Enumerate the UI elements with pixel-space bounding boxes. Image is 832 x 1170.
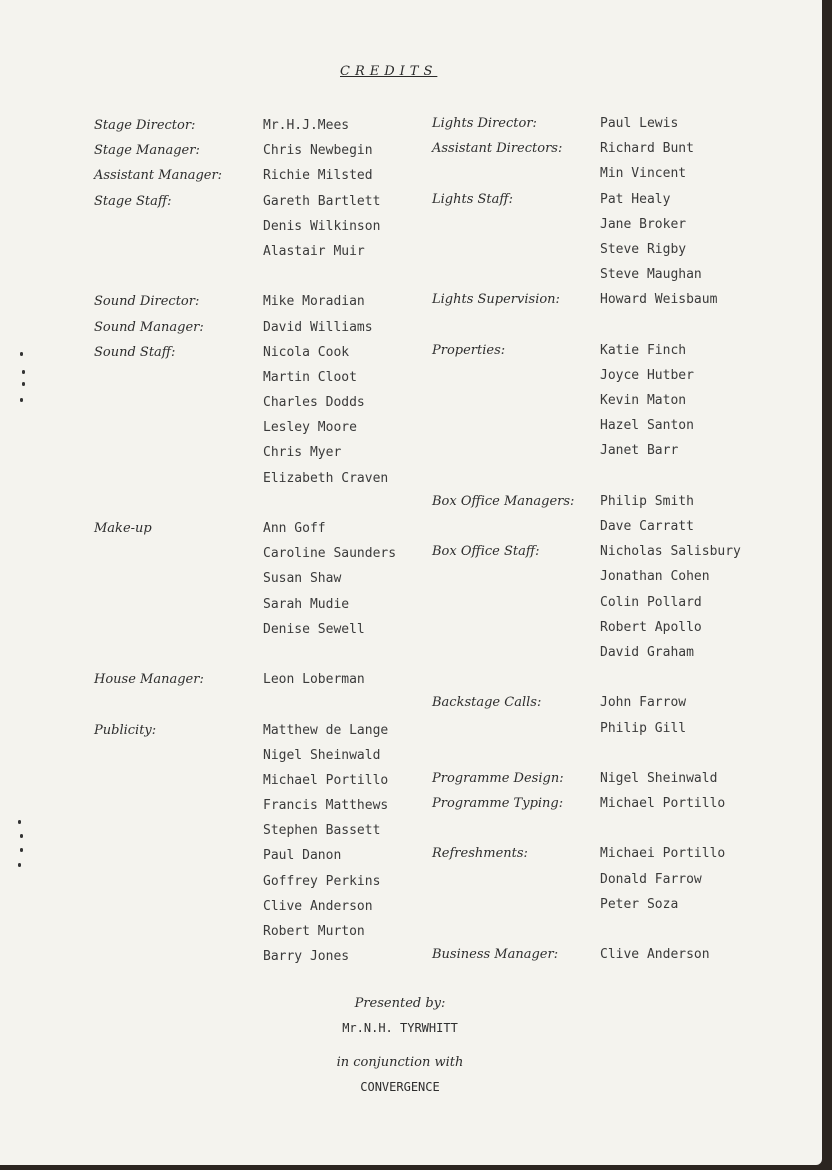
role-label	[94, 566, 222, 591]
punch-hole-mark	[20, 398, 23, 402]
role-label	[94, 264, 222, 289]
partner-line	[0, 1080, 800, 1095]
credit-name: John Farrow	[600, 695, 687, 711]
role-label	[432, 514, 574, 539]
role-label: Lights Director:	[432, 116, 537, 131]
role-label: Refreshments:	[432, 846, 528, 862]
credit-name	[263, 642, 396, 667]
role-label	[94, 617, 222, 642]
role-label: Backstage Calls:	[432, 695, 542, 711]
role-label	[94, 415, 222, 440]
credit-name: Janet Barr	[600, 443, 679, 459]
credit-name: Clive Anderson	[263, 898, 373, 914]
role-label	[432, 665, 574, 690]
role-label: Stage Director:	[94, 118, 196, 133]
credit-name: Denise Sewell	[263, 621, 365, 637]
credit-name: Chris Myer	[263, 445, 342, 461]
credit-name: Steve Rigby	[600, 241, 687, 257]
role-label	[94, 466, 222, 491]
credit-name: Mr.H.J.Mees	[263, 118, 350, 133]
credit-name: David Graham	[600, 644, 694, 660]
credit-name: Caroline Saunders	[263, 546, 397, 562]
presenter-line	[0, 1021, 800, 1036]
role-label	[94, 894, 222, 919]
role-label	[94, 869, 222, 894]
role-label: Publicity:	[94, 722, 157, 738]
role-label	[94, 793, 222, 818]
presented-by-text: Presented by:	[354, 996, 446, 1011]
credit-name: Michael Portillo	[263, 772, 389, 788]
credit-name: Philip Gill	[600, 720, 687, 736]
right-roles-column	[432, 111, 574, 967]
role-label: Lights Staff:	[432, 191, 513, 207]
role-label: Box Office Managers:	[432, 493, 575, 509]
credit-name: Min Vincent	[600, 166, 687, 182]
credit-name: Nigel Sheinwald	[263, 747, 381, 763]
page-title: CREDITS	[340, 64, 438, 79]
role-label	[432, 615, 574, 640]
credit-name: Michael Portillo	[600, 796, 726, 812]
role-label	[94, 541, 222, 566]
role-label	[94, 440, 222, 465]
role-label	[432, 716, 574, 741]
credit-name	[600, 665, 741, 690]
credit-name: Kevin Maton	[600, 393, 687, 409]
role-label: Lights Supervision:	[432, 292, 560, 308]
role-label: Programme Typing:	[432, 796, 564, 812]
conjunction-line	[0, 1055, 800, 1070]
role-label	[94, 214, 222, 239]
role-label	[432, 640, 574, 665]
credit-name	[600, 741, 741, 766]
credit-name: Matthew de Lange	[263, 722, 389, 738]
credit-name: Stephen Bassett	[263, 823, 381, 839]
presenter-name: Mr.N.H. TYRWHITT	[342, 1021, 458, 1035]
role-label	[432, 237, 574, 262]
role-label: Sound Director:	[94, 294, 200, 310]
role-label	[432, 564, 574, 589]
credit-name	[263, 491, 396, 516]
role-label	[432, 313, 574, 338]
credit-name: Robert Apollo	[600, 619, 702, 635]
role-label	[432, 161, 574, 186]
role-label	[432, 741, 574, 766]
role-label: Stage Staff:	[94, 193, 172, 209]
role-label: Properties:	[432, 342, 506, 358]
credit-name: Charles Dodds	[263, 395, 365, 411]
role-label	[432, 413, 574, 438]
role-label	[432, 438, 574, 463]
role-label	[94, 491, 222, 516]
role-label	[432, 867, 574, 892]
role-label	[94, 944, 222, 969]
role-label	[94, 592, 222, 617]
credit-name: Richard Bunt	[600, 141, 694, 157]
role-label: Sound Manager:	[94, 319, 204, 335]
role-label	[94, 843, 222, 868]
role-label	[94, 365, 222, 390]
credit-name: Michaei Portillo	[600, 846, 726, 862]
credit-name: Paul Danon	[263, 848, 342, 864]
credit-name: Susan Shaw	[263, 571, 342, 587]
credit-name: Nigel Sheinwald	[600, 770, 718, 786]
credit-name: Elizabeth Craven	[263, 470, 389, 486]
role-label	[432, 262, 574, 287]
credit-name: Paul Lewis	[600, 116, 679, 131]
credit-name: Jane Broker	[600, 216, 687, 232]
credit-name: Hazel Santon	[600, 418, 694, 434]
credit-name: Philip Smith	[600, 493, 694, 509]
credit-name: Chris Newbegin	[263, 143, 373, 159]
credit-name: Mike Moradian	[263, 294, 365, 310]
role-label	[94, 239, 222, 264]
credit-name: Martin Cloot	[263, 369, 357, 385]
credit-name	[600, 917, 741, 942]
credit-name	[263, 692, 396, 717]
credit-name: Colin Pollard	[600, 594, 702, 610]
right-names-column	[600, 111, 741, 967]
punch-hole-mark	[18, 820, 21, 824]
role-label	[432, 892, 574, 917]
presented-by-label	[0, 996, 800, 1011]
punch-hole-mark	[20, 352, 23, 356]
role-label: Assistant Manager:	[94, 168, 223, 184]
role-label: Programme Design:	[432, 770, 564, 786]
left-names-column	[263, 113, 396, 969]
role-label	[432, 464, 574, 489]
credit-name: Peter Soza	[600, 896, 679, 912]
punch-hole-mark	[22, 382, 25, 386]
credit-name: Denis Wilkinson	[263, 218, 381, 234]
credit-name: Francis Matthews	[263, 798, 389, 814]
credit-name: Alastair Muir	[263, 243, 365, 259]
credit-name	[600, 464, 741, 489]
credit-name: Sarah Mudie	[263, 596, 350, 612]
punch-hole-mark	[20, 834, 23, 838]
role-label	[432, 590, 574, 615]
credit-name: Richie Milsted	[263, 168, 373, 184]
credit-name: Gareth Bartlett	[263, 193, 381, 209]
role-label	[94, 692, 222, 717]
role-label	[94, 919, 222, 944]
punch-hole-mark	[18, 863, 21, 867]
role-label: Sound Staff:	[94, 344, 176, 360]
punch-hole-mark	[20, 848, 23, 852]
role-label	[432, 917, 574, 942]
role-label	[432, 816, 574, 841]
role-label: Box Office Staff:	[432, 544, 540, 560]
credit-name: Howard Weisbaum	[600, 292, 718, 308]
credit-name: Steve Maughan	[600, 267, 702, 283]
credit-name: Leon Loberman	[263, 672, 365, 688]
role-label: Assistant Directors:	[432, 141, 563, 157]
credit-name: Barry Jones	[263, 949, 350, 965]
credit-name: Nicholas Salisbury	[600, 544, 741, 560]
role-label: Make-up	[94, 521, 152, 536]
credit-name: Joyce Hutber	[600, 367, 694, 383]
credit-name: Donald Farrow	[600, 871, 702, 887]
role-label	[94, 743, 222, 768]
role-label: Stage Manager:	[94, 143, 200, 159]
credit-name: Ann Goff	[263, 521, 326, 536]
role-label	[94, 768, 222, 793]
credit-name: Pat Healy	[600, 191, 671, 207]
role-label: House Manager:	[94, 672, 204, 688]
role-label: Business Manager:	[432, 947, 559, 963]
credit-name: Goffrey Perkins	[263, 873, 381, 889]
role-label	[432, 388, 574, 413]
left-roles-column	[94, 113, 222, 969]
credit-name	[600, 816, 741, 841]
credit-name: Robert Murton	[263, 924, 365, 939]
credit-name: Lesley Moore	[263, 420, 357, 436]
role-label	[94, 642, 222, 667]
credit-name	[263, 264, 396, 289]
credit-name: David Williams	[263, 319, 373, 335]
role-label	[94, 818, 222, 843]
credit-name: Nicola Cook	[263, 344, 350, 360]
role-label	[432, 363, 574, 388]
credit-name: Clive Anderson	[600, 947, 710, 963]
credit-name: Katie Finch	[600, 342, 687, 358]
partner-name: CONVERGENCE	[360, 1080, 440, 1094]
punch-hole-mark	[22, 370, 25, 374]
role-label	[432, 212, 574, 237]
conjunction-text: in conjunction with	[336, 1055, 464, 1070]
credit-name	[600, 313, 741, 338]
credit-name: Dave Carratt	[600, 519, 694, 534]
role-label	[94, 390, 222, 415]
credit-name: Jonathan Cohen	[600, 569, 710, 585]
